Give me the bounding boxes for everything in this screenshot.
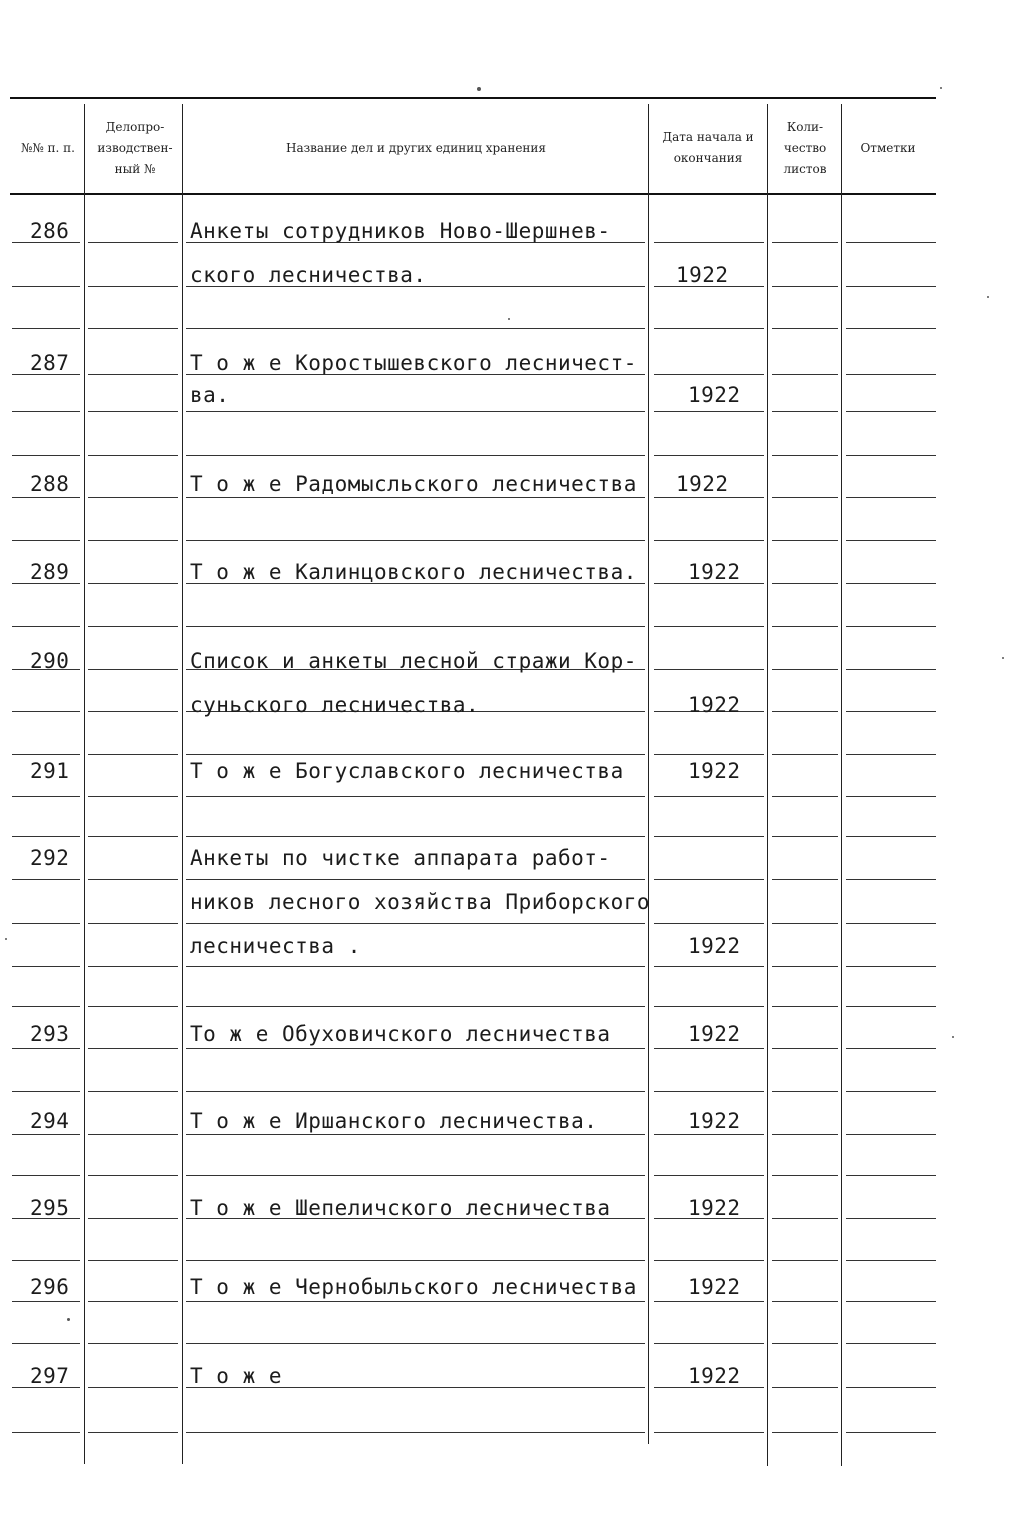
ruled-line — [186, 879, 645, 880]
ruled-line — [772, 1175, 838, 1176]
ruled-line — [186, 1048, 645, 1049]
ruled-line — [654, 1091, 764, 1092]
ruled-line — [846, 1387, 936, 1388]
ruled-line — [186, 1260, 645, 1261]
ruled-line — [654, 836, 764, 837]
ruled-line — [846, 1006, 936, 1007]
ruled-line — [12, 836, 80, 837]
item-title-line: Т о ж е — [190, 1364, 283, 1388]
item-title-line: Т о ж е Богуславского лесничества — [190, 759, 624, 783]
ruled-line — [12, 923, 80, 924]
ruled-line — [846, 923, 936, 924]
ruled-line — [654, 374, 764, 375]
ruled-line — [186, 1301, 645, 1302]
ruled-line — [654, 1006, 764, 1007]
item-title-line: Список и анкеты лесной стражи Кор- — [190, 649, 637, 673]
item-title-line: То ж е Обуховичского лесничества — [190, 1022, 611, 1046]
ruled-line — [654, 411, 764, 412]
ruled-line — [186, 796, 645, 797]
ruled-line — [846, 966, 936, 967]
ruled-line — [88, 1218, 178, 1219]
ruled-line — [88, 966, 178, 967]
ruled-line — [846, 711, 936, 712]
ruled-line — [88, 1091, 178, 1092]
header-title: Название дел и других единиц хранения — [285, 140, 546, 155]
ruled-line — [846, 669, 936, 670]
ruled-line — [88, 455, 178, 456]
item-year: 1922 — [676, 263, 729, 287]
item-number: 287 — [30, 351, 70, 375]
ruled-line — [654, 796, 764, 797]
ruled-line — [846, 1260, 936, 1261]
column-divider — [767, 104, 768, 1466]
ruled-line — [12, 497, 80, 498]
ruled-line — [846, 286, 936, 287]
ruled-line — [12, 1432, 80, 1433]
item-year: 1922 — [688, 1022, 741, 1046]
column-divider — [648, 104, 649, 1444]
ruled-line — [654, 1260, 764, 1261]
ruled-line — [846, 1091, 936, 1092]
ruled-line — [846, 1175, 936, 1176]
ruled-line — [88, 626, 178, 627]
item-year: 1922 — [688, 759, 741, 783]
ruled-line — [186, 1175, 645, 1176]
ruled-line — [654, 242, 764, 243]
ruled-line — [846, 626, 936, 627]
ruled-line — [186, 497, 645, 498]
ruled-line — [88, 796, 178, 797]
item-title-line: Т о ж е Чернобыльского лесничества — [190, 1275, 637, 1299]
ruled-line — [846, 242, 936, 243]
ruled-line — [846, 879, 936, 880]
ruled-line — [12, 754, 80, 755]
ruled-line — [846, 497, 936, 498]
ruled-line — [772, 1048, 838, 1049]
item-number: 297 — [30, 1364, 70, 1388]
ruled-line — [772, 626, 838, 627]
item-title-line: лесничества . — [190, 934, 361, 958]
ruled-line — [12, 1175, 80, 1176]
item-number: 290 — [30, 649, 70, 673]
item-year: 1922 — [688, 934, 741, 958]
item-title-line: суньского лесничества. — [190, 693, 480, 717]
ruled-line — [186, 1134, 645, 1135]
ruled-line — [186, 1432, 645, 1433]
ruled-line — [88, 328, 178, 329]
item-title-line: ского лесничества. — [190, 263, 427, 287]
ruled-line — [772, 1301, 838, 1302]
ruled-line — [846, 796, 936, 797]
item-year: 1922 — [688, 1364, 741, 1388]
ruled-line — [12, 1006, 80, 1007]
ruled-line — [654, 966, 764, 967]
ruled-line — [12, 1301, 80, 1302]
item-title-line: Т о ж е Шепеличского лесничества — [190, 1196, 611, 1220]
ruled-line — [88, 1343, 178, 1344]
ruled-line — [12, 1091, 80, 1092]
ruled-line — [654, 669, 764, 670]
ruled-line — [772, 1343, 838, 1344]
ruled-line — [654, 1343, 764, 1344]
ruled-line — [772, 1006, 838, 1007]
item-year: 1922 — [688, 1196, 741, 1220]
ruled-line — [772, 328, 838, 329]
ruled-line — [88, 540, 178, 541]
ruled-line — [88, 242, 178, 243]
ruled-line — [88, 1006, 178, 1007]
ruled-line — [772, 754, 838, 755]
ruled-line — [772, 669, 838, 670]
ruled-line — [772, 497, 838, 498]
header-notes: Отметки — [860, 140, 916, 155]
ruled-line — [12, 966, 80, 967]
ruled-line — [88, 1432, 178, 1433]
item-number: 294 — [30, 1109, 70, 1133]
ruled-line — [186, 1343, 645, 1344]
ruled-line — [88, 1301, 178, 1302]
ruled-line — [12, 1260, 80, 1261]
ruled-line — [88, 1134, 178, 1135]
ruled-line — [772, 583, 838, 584]
ruled-line — [88, 754, 178, 755]
ruled-line — [12, 1134, 80, 1135]
ruled-line — [772, 1432, 838, 1433]
ruled-line — [846, 1301, 936, 1302]
ruled-line — [186, 328, 645, 329]
ruled-line — [654, 540, 764, 541]
ruled-line — [88, 1175, 178, 1176]
ruled-line — [88, 879, 178, 880]
ruled-line — [772, 374, 838, 375]
item-number: 289 — [30, 560, 70, 584]
item-title-line: Анкеты сотрудников Ново-Шершнев- — [190, 219, 611, 243]
ruled-line — [12, 796, 80, 797]
ruled-line — [12, 411, 80, 412]
ruled-line — [846, 328, 936, 329]
ruled-line — [772, 286, 838, 287]
item-year: 1922 — [688, 560, 741, 584]
item-title-line: ва. — [190, 383, 230, 407]
ruled-line — [772, 1134, 838, 1135]
ruled-line — [772, 836, 838, 837]
ruled-line — [12, 540, 80, 541]
header-number: №№ п. п. — [21, 140, 75, 155]
ruled-line — [846, 374, 936, 375]
ruled-line — [88, 1260, 178, 1261]
ruled-line — [186, 411, 645, 412]
header-office-number: Делопро-изводствен-ный № — [97, 119, 173, 176]
ruled-line — [88, 1048, 178, 1049]
ruled-line — [772, 1260, 838, 1261]
item-year: 1922 — [688, 1275, 741, 1299]
ruled-line — [186, 540, 645, 541]
item-number: 292 — [30, 846, 70, 870]
ruled-line — [88, 411, 178, 412]
item-title-line: Т о ж е Радомысльского лесничества — [190, 472, 637, 496]
item-title-line: Т о ж е Иршанского лесничества. — [190, 1109, 598, 1133]
ruled-line — [88, 583, 178, 584]
ruled-line — [654, 1175, 764, 1176]
ruled-line — [846, 540, 936, 541]
item-title-line: Т о ж е Коростышевского лесничест- — [190, 351, 637, 375]
header-top-rule — [10, 97, 936, 99]
ruled-line — [846, 455, 936, 456]
ruled-line — [846, 754, 936, 755]
ruled-line — [772, 711, 838, 712]
ruled-line — [88, 836, 178, 837]
ruled-line — [12, 1343, 80, 1344]
ruled-line — [772, 966, 838, 967]
ruled-line — [12, 626, 80, 627]
item-number: 291 — [30, 759, 70, 783]
column-divider — [841, 104, 842, 1466]
ruled-line — [772, 455, 838, 456]
ruled-line — [654, 497, 764, 498]
item-year: 1922 — [688, 1109, 741, 1133]
item-number: 288 — [30, 472, 70, 496]
ruled-line — [654, 1048, 764, 1049]
ruled-line — [654, 1432, 764, 1433]
ruled-line — [772, 879, 838, 880]
ruled-line — [654, 754, 764, 755]
header-sheet-count: Коли-чество листов — [783, 119, 827, 176]
ruled-line — [654, 626, 764, 627]
ruled-line — [88, 497, 178, 498]
ruled-line — [88, 1387, 178, 1388]
ruled-line — [12, 711, 80, 712]
ruled-line — [12, 286, 80, 287]
ruled-line — [846, 1134, 936, 1135]
item-title-line: ников лесного хозяйства Приборского — [190, 890, 651, 914]
ruled-line — [88, 374, 178, 375]
ruled-line — [772, 796, 838, 797]
ruled-line — [186, 626, 645, 627]
ruled-line — [654, 455, 764, 456]
ruled-line — [846, 1218, 936, 1219]
item-title-line: Т о ж е Калинцовского лесничества. — [190, 560, 637, 584]
ruled-line — [88, 711, 178, 712]
ruled-line — [846, 583, 936, 584]
ruled-line — [846, 1432, 936, 1433]
ruled-line — [846, 1048, 936, 1049]
column-divider — [182, 104, 183, 1464]
ruled-line — [186, 754, 645, 755]
ruled-line — [88, 286, 178, 287]
ruled-line — [772, 540, 838, 541]
ruled-line — [654, 923, 764, 924]
ruled-line — [772, 411, 838, 412]
header-dates: Дата начала и окончания — [662, 130, 754, 165]
ruled-line — [12, 1048, 80, 1049]
ruled-line — [88, 669, 178, 670]
item-number: 296 — [30, 1275, 70, 1299]
ruled-line — [654, 328, 764, 329]
item-year: 1922 — [688, 693, 741, 717]
ruled-line — [12, 455, 80, 456]
item-number: 293 — [30, 1022, 70, 1046]
item-year: 1922 — [676, 472, 729, 496]
ruled-line — [846, 836, 936, 837]
item-number: 286 — [30, 219, 70, 243]
ruled-line — [186, 923, 645, 924]
ruled-line — [186, 966, 645, 967]
ruled-line — [772, 923, 838, 924]
item-number: 295 — [30, 1196, 70, 1220]
ruled-line — [772, 242, 838, 243]
ruled-line — [772, 1218, 838, 1219]
ruled-line — [12, 328, 80, 329]
ruled-line — [772, 1387, 838, 1388]
ruled-line — [12, 879, 80, 880]
ruled-line — [186, 455, 645, 456]
ruled-line — [654, 1134, 764, 1135]
header-bottom-rule — [10, 193, 936, 195]
ruled-line — [88, 923, 178, 924]
ruled-line — [654, 1301, 764, 1302]
item-year: 1922 — [688, 383, 741, 407]
ruled-line — [186, 1091, 645, 1092]
item-title-line: Анкеты по чистке аппарата работ- — [190, 846, 611, 870]
column-divider — [84, 104, 85, 1464]
ruled-line — [772, 1091, 838, 1092]
ruled-line — [186, 1006, 645, 1007]
ruled-line — [186, 836, 645, 837]
ruled-line — [654, 879, 764, 880]
ruled-line — [846, 1343, 936, 1344]
ruled-line — [846, 411, 936, 412]
